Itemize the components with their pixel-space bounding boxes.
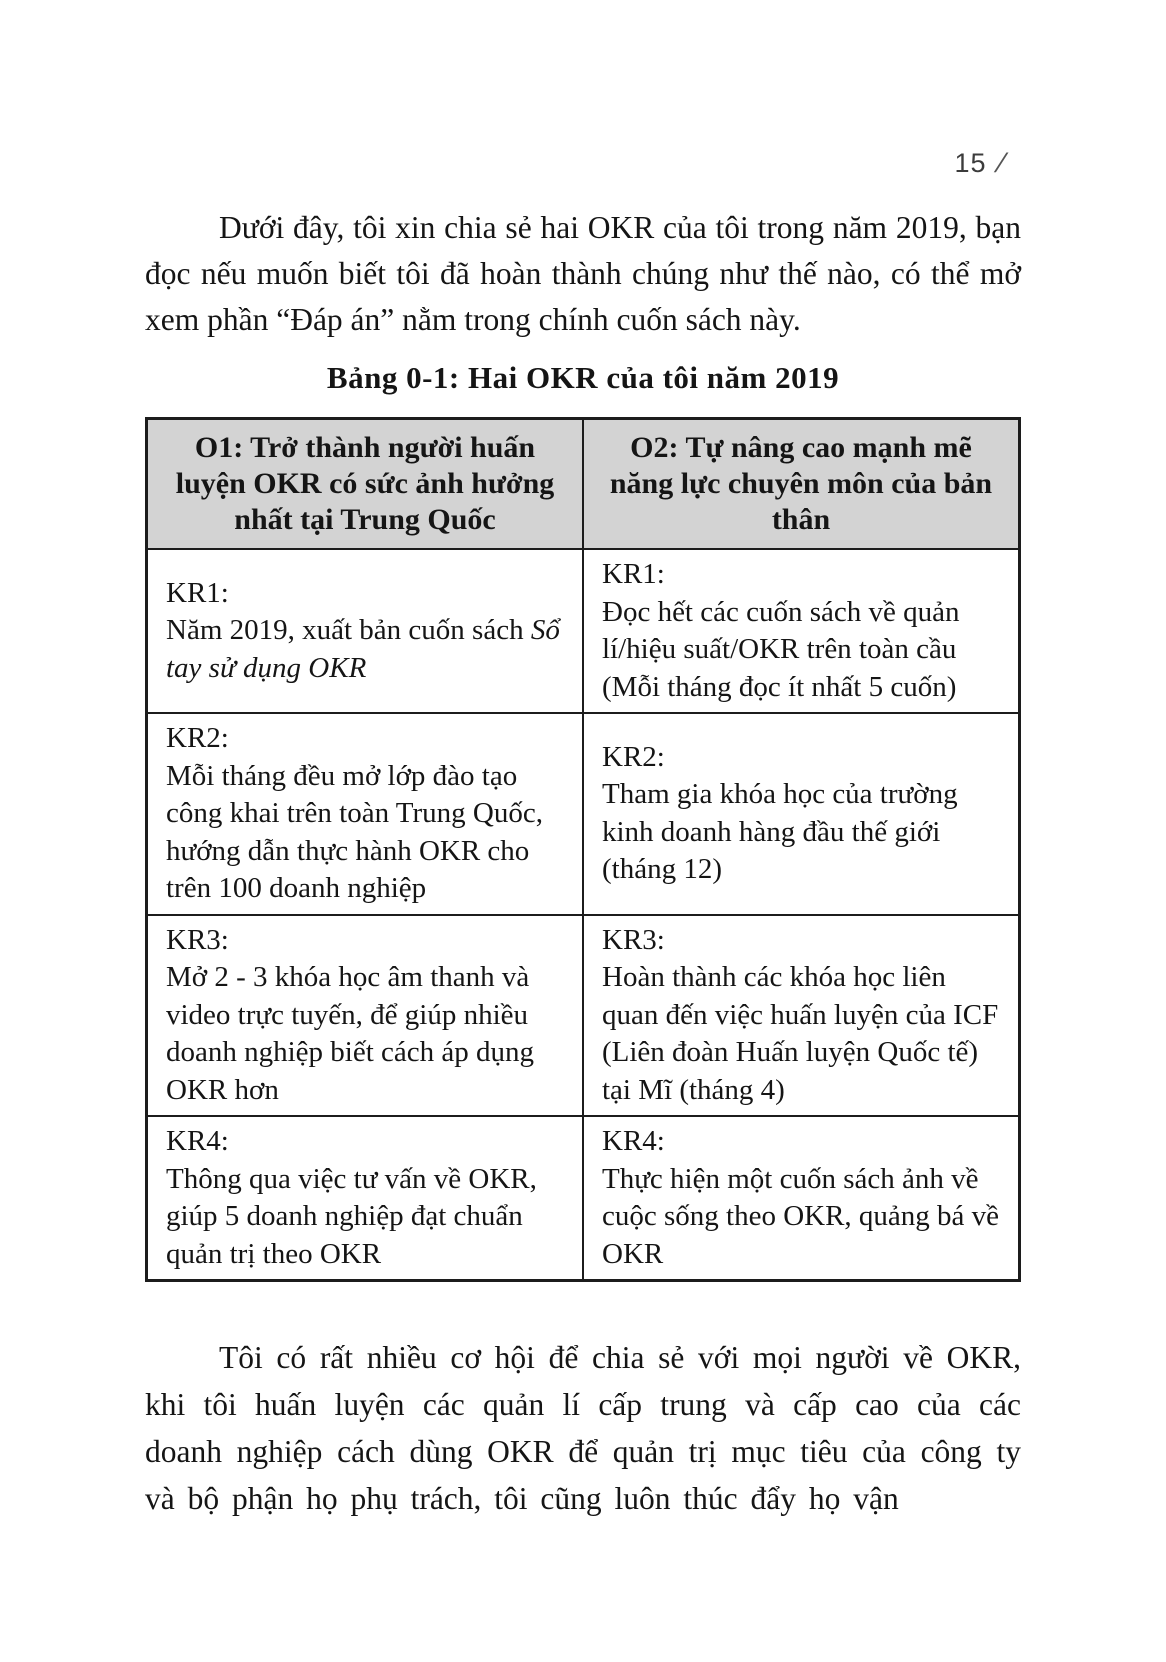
- kr-label: KR2:: [602, 740, 665, 773]
- kr1-cell-o2: [583, 549, 1020, 713]
- kr4-cell-o1: [147, 1116, 584, 1281]
- kr-text: Thực hiện một cuốn sách ảnh về cuộc sống theo OKR, quảng bá về OKR: [602, 1162, 1000, 1270]
- kr2-cell-o1: [147, 713, 584, 915]
- page-number-value: 15: [954, 148, 987, 178]
- table-header-row: [147, 419, 1020, 550]
- table-row-kr2: [147, 713, 1020, 915]
- kr3-cell-o2: [583, 915, 1020, 1117]
- kr4-cell-o2: [583, 1116, 1020, 1281]
- kr-label: KR1:: [602, 558, 665, 590]
- kr-label: KR1:: [166, 576, 229, 609]
- kr-text: Đọc hết các cuốn sách về quản lí/hiệu suất/OKR trên toàn cầu (Mỗi tháng đọc ít nhất 5 cuốn): [602, 595, 960, 703]
- kr-label: KR2:: [166, 722, 229, 754]
- okr-table: [145, 417, 1021, 1282]
- objective-1-header: O1: Trở thành người huấn luyện OKR có sức ảnh hưởng nhất tại Trung Quốc: [147, 419, 584, 550]
- closing-paragraph: Tôi có rất nhiều cơ hội để chia sẻ với mọi người về OKR, khi tôi huấn luyện các quản lí cấp trung và cấp cao của các doanh nghiệp cách dùng OKR để quản trị mục tiêu của công ty và bộ phận họ phụ trách, tôi cũng luôn thúc đẩy họ vận: [145, 1340, 1021, 1516]
- objective-2-header: O2: Tự nâng cao mạnh mẽ năng lực chuyên môn của bản thân: [583, 419, 1020, 550]
- slash-mark: /: [992, 148, 1012, 178]
- kr2-cell-o2: [583, 713, 1020, 915]
- page-content: [145, 0, 1021, 1554]
- book-title-italic: Sổ tay sử dụng OKR: [166, 614, 560, 684]
- kr-text: Năm 2019, xuất bản cuốn sách Sổ tay sử dụng OKR: [166, 614, 560, 684]
- table-row-kr3: [147, 915, 1020, 1117]
- kr3-cell-o1: [147, 915, 584, 1117]
- kr1-cell-o1: [147, 549, 584, 713]
- intro-paragraph: Dưới đây, tôi xin chia sẻ hai OKR của tôi trong năm 2019, bạn đọc nếu muốn biết tôi đã hoàn thành chúng như thế nào, có thể mở xem phần “Đáp án” nằm trong chính cuốn sách này.: [145, 210, 1021, 337]
- kr-text: Thông qua việc tư vấn về OKR, giúp 5 doanh nghiệp đạt chuẩn quản trị theo OKR: [166, 1162, 537, 1270]
- kr-text: Hoàn thành các khóa học liên quan đến việc huấn luyện của ICF (Liên đoàn Huấn luyện Quốc tế) tại Mĩ (tháng 4): [602, 961, 999, 1106]
- kr-label: KR4:: [602, 1125, 665, 1157]
- kr-label: KR3:: [166, 923, 229, 956]
- table-row-kr1: [147, 549, 1020, 713]
- table-caption: Bảng 0-1: Hai OKR của tôi năm 2019: [326, 360, 840, 395]
- kr-label: KR3:: [602, 923, 665, 956]
- kr-text: Mở 2 - 3 khóa học âm thanh và video trực tuyến, để giúp nhiều doanh nghiệp biết cách áp dụng OKR hơn: [166, 961, 535, 1106]
- kr-text: Mỗi tháng đều mở lớp đào tạo công khai trên toàn Trung Quốc, hướng dẫn thực hành OKR cho trên 100 doanh nghiệp: [166, 759, 543, 904]
- table-row-kr4: [147, 1116, 1020, 1281]
- kr-label: KR4:: [166, 1125, 229, 1157]
- kr-text: Tham gia khóa học của trường kinh doanh hàng đầu thế giới (tháng 12): [602, 778, 958, 886]
